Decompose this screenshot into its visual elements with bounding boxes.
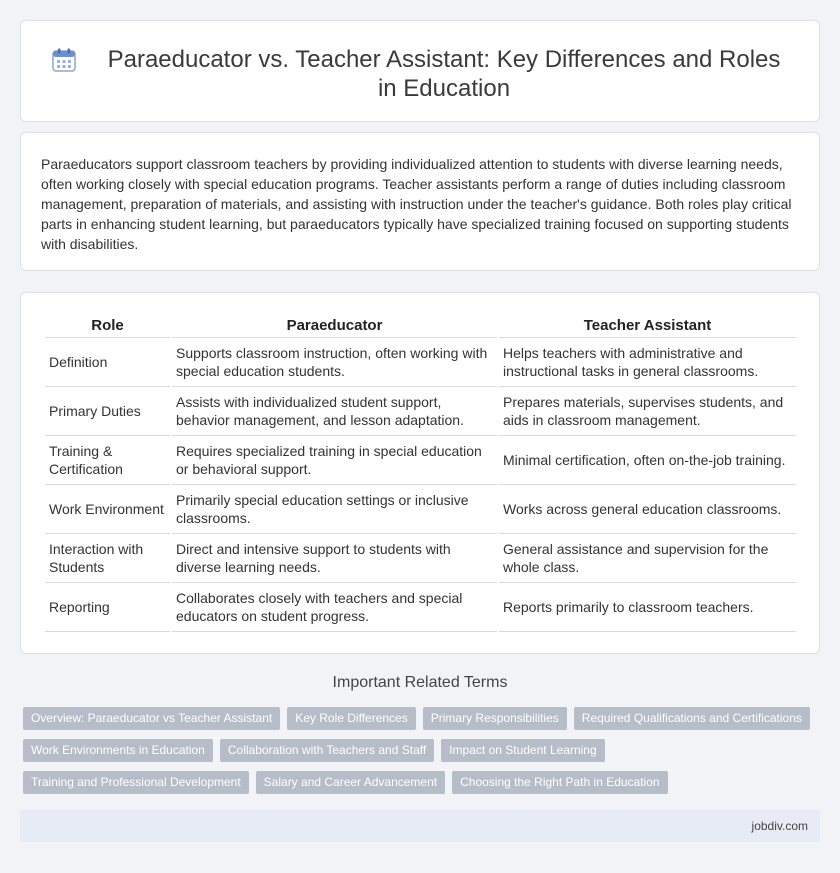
row-label: Primary Duties bbox=[45, 387, 170, 436]
teacher-assistant-cell: Works across general education classrooms. bbox=[499, 485, 796, 534]
table-row bbox=[45, 485, 796, 534]
row-label: Training & Certification bbox=[45, 436, 170, 485]
table-row bbox=[45, 338, 796, 387]
calendar-icon bbox=[51, 47, 77, 73]
teacher-assistant-cell: Reports primarily to classroom teachers. bbox=[499, 583, 796, 632]
paraeducator-cell: Collaborates closely with teachers and special educators on student progress. bbox=[172, 583, 497, 632]
comparison-table-card bbox=[20, 292, 820, 654]
related-term-tag[interactable]: Primary Responsibilities bbox=[423, 707, 567, 730]
related-term-tag[interactable]: Key Role Differences bbox=[287, 707, 416, 730]
related-terms-heading: Important Related Terms bbox=[332, 674, 508, 691]
related-term-tag[interactable]: Overview: Paraeducator vs Teacher Assistant bbox=[23, 707, 280, 730]
header-card bbox=[20, 20, 820, 122]
teacher-assistant-cell: Helps teachers with administrative and instructional tasks in general classrooms. bbox=[499, 338, 796, 387]
row-label: Reporting bbox=[45, 583, 170, 632]
paraeducator-cell: Primarily special education settings or inclusive classrooms. bbox=[172, 485, 497, 534]
column-header-paraeducator: Paraeducator bbox=[172, 314, 497, 338]
related-term-tag[interactable]: Impact on Student Learning bbox=[441, 739, 604, 762]
column-header-teacher-assistant: Teacher Assistant bbox=[499, 314, 796, 338]
intro-paragraph: Paraeducators support classroom teachers by providing individualized attention to students with diverse learning needs, often working closely with special education programs. Teacher assistants perform a range of duties including classroom management, preparation of materials, and assisting with instruction under the teacher's guidance. Both roles play critical parts in enhancing student learning, but paraeducators typically have specialized training focused on supporting students with disabilities. bbox=[41, 156, 792, 252]
row-label: Work Environment bbox=[45, 485, 170, 534]
related-term-tag[interactable]: Training and Professional Development bbox=[23, 771, 249, 794]
paraeducator-cell: Supports classroom instruction, often working with special education students. bbox=[172, 338, 497, 387]
related-term-tag[interactable]: Collaboration with Teachers and Staff bbox=[220, 739, 434, 762]
teacher-assistant-cell: Minimal certification, often on-the-job training. bbox=[499, 436, 796, 485]
table-header-row bbox=[45, 314, 796, 338]
intro-card bbox=[20, 132, 820, 271]
table-row bbox=[45, 387, 796, 436]
footer-brand-link[interactable]: jobdiv.com bbox=[751, 819, 808, 833]
teacher-assistant-cell: Prepares materials, supervises students, and aids in classroom management. bbox=[499, 387, 796, 436]
related-term-tag[interactable]: Salary and Career Advancement bbox=[256, 771, 445, 794]
related-term-tag[interactable]: Required Qualifications and Certifications bbox=[574, 707, 810, 730]
related-term-tag[interactable]: Work Environments in Education bbox=[23, 739, 213, 762]
row-label: Interaction with Students bbox=[45, 534, 170, 583]
table-row bbox=[45, 534, 796, 583]
column-header-role: Role bbox=[45, 314, 170, 338]
table-row bbox=[45, 583, 796, 632]
page-title: Paraeducator vs. Teacher Assistant: Key Differences and Roles in Education bbox=[107, 46, 781, 102]
paraeducator-cell: Assists with individualized student support, behavior management, and lesson adaptation. bbox=[172, 387, 497, 436]
related-term-tag[interactable]: Choosing the Right Path in Education bbox=[452, 771, 667, 794]
related-terms-tags bbox=[23, 707, 823, 803]
row-label: Definition bbox=[45, 338, 170, 387]
table-row bbox=[45, 436, 796, 485]
footer-bar bbox=[20, 810, 820, 842]
teacher-assistant-cell: General assistance and supervision for the whole class. bbox=[499, 534, 796, 583]
comparison-table bbox=[43, 314, 798, 632]
paraeducator-cell: Requires specialized training in special education or behavioral support. bbox=[172, 436, 497, 485]
paraeducator-cell: Direct and intensive support to students with diverse learning needs. bbox=[172, 534, 497, 583]
